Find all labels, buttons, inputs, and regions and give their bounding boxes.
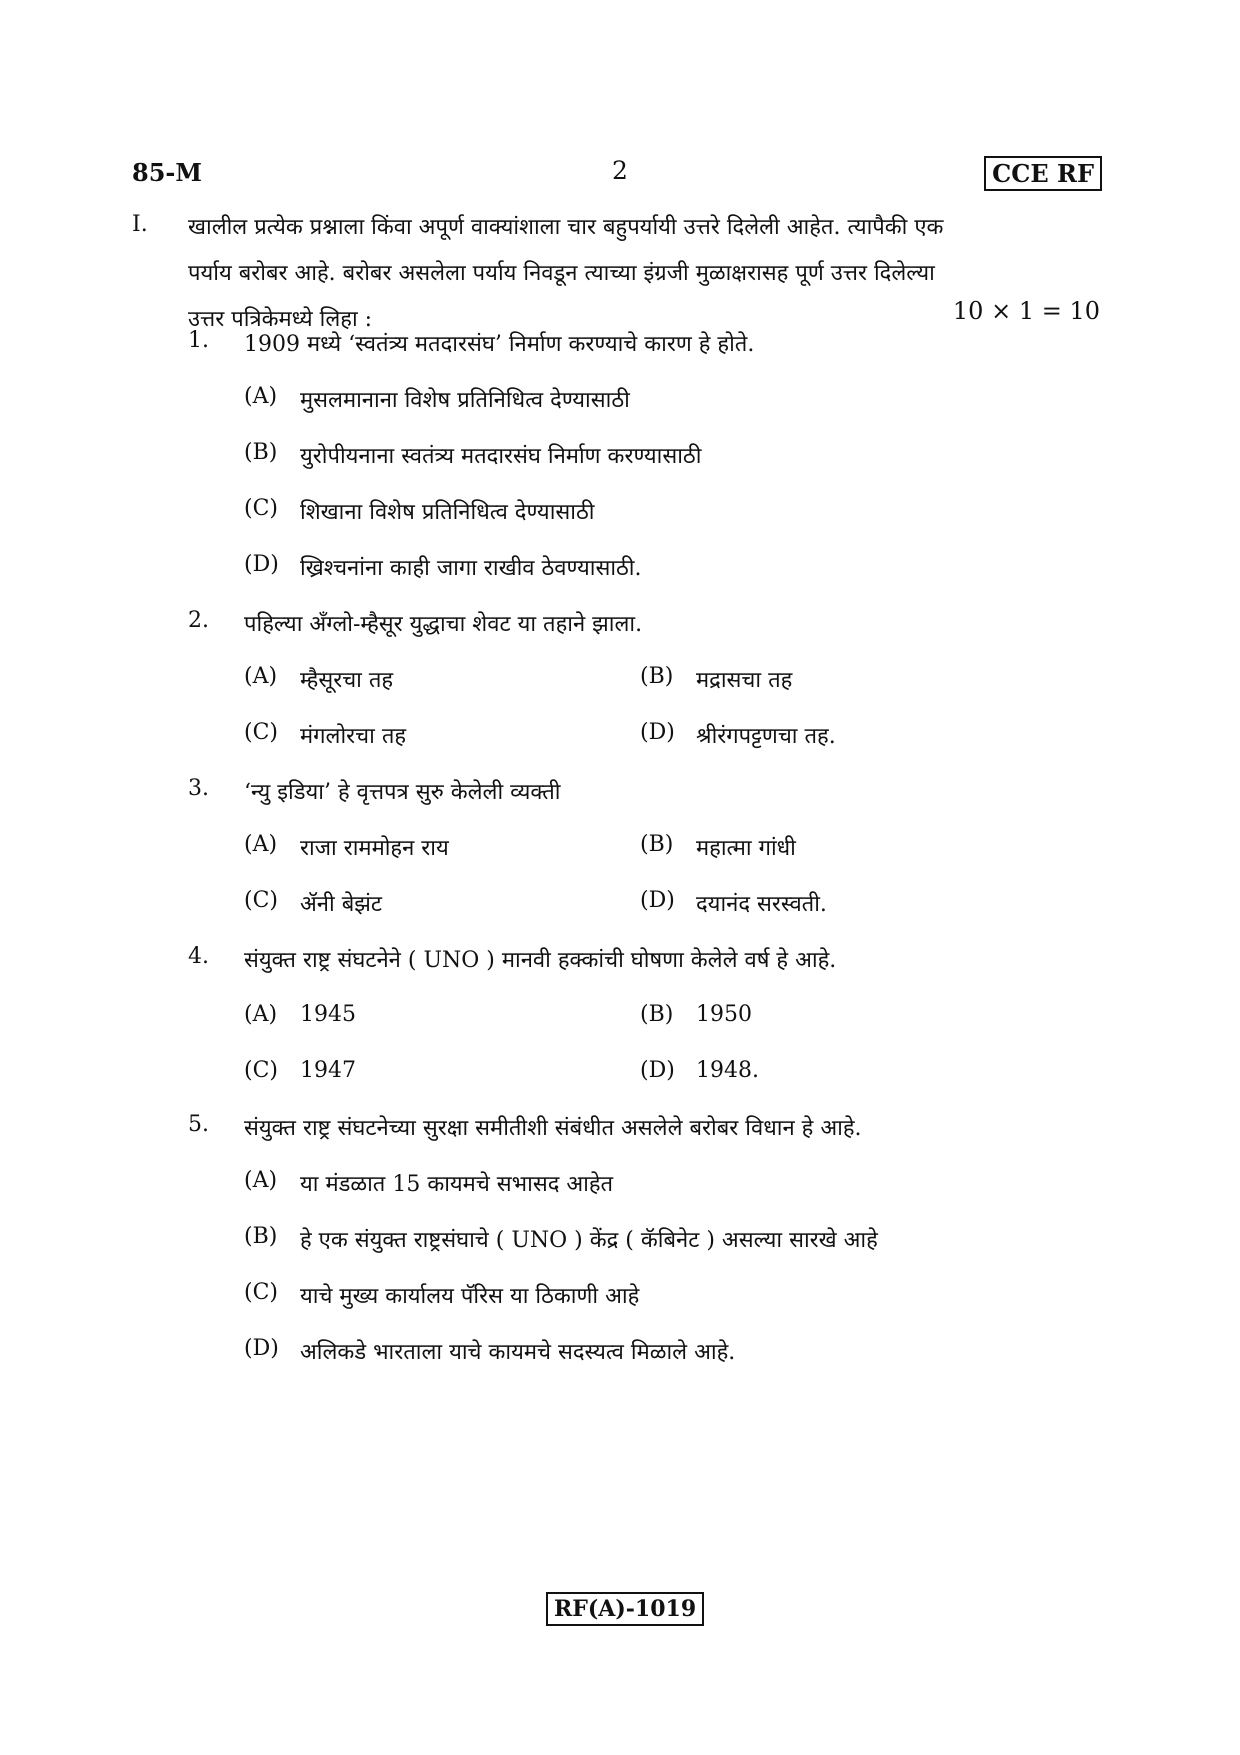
option-label: (D) bbox=[244, 1336, 279, 1361]
option-text: मंगलोरचा तह bbox=[300, 724, 407, 749]
option-label: (A) bbox=[244, 1002, 278, 1027]
option-label: (A) bbox=[244, 384, 278, 409]
option-text: अलिकडे भारताला याचे कायमचे सदस्यत्व मिळाले आहे. bbox=[300, 1340, 736, 1365]
option-text: शिखाना विशेष प्रतिनिधित्व देण्यासाठी bbox=[300, 500, 595, 525]
option-label: (C) bbox=[244, 1058, 278, 1083]
option-text: या मंडळात 15 कायमचे सभासद आहेत bbox=[300, 1172, 614, 1197]
section-marks: 10 × 1 = 10 bbox=[952, 297, 1100, 325]
option-text: श्रीरंगपट्टणचा तह. bbox=[696, 724, 836, 749]
footer-code: RF(A)-1019 bbox=[546, 1592, 704, 1626]
option-label: (D) bbox=[640, 888, 675, 913]
question-number: 2. bbox=[188, 608, 209, 633]
option-label: (D) bbox=[640, 720, 675, 745]
option-label: (C) bbox=[244, 1280, 278, 1305]
option-label: (A) bbox=[244, 664, 278, 689]
question-text: 1909 मध्ये ‘स्वतंत्र्य मतदारसंघ’ निर्माण करण्याचे कारण हे होते. bbox=[244, 332, 755, 357]
option-label: (C) bbox=[244, 496, 278, 521]
option-label: (D) bbox=[640, 1058, 675, 1083]
question-number: 5. bbox=[188, 1112, 209, 1137]
question-text: पहिल्या अँग्लो-म्हैसूर युद्धाचा शेवट या तहाने झाला. bbox=[244, 612, 643, 637]
option-text: ख्रिश्चनांना काही जागा राखीव ठेवण्यासाठी. bbox=[300, 556, 642, 581]
option-label: (B) bbox=[640, 1002, 674, 1027]
option-label: (C) bbox=[244, 720, 278, 745]
question-text: संयुक्त राष्ट्र संघटनेने ( UNO ) मानवी हक्कांची घोषणा केलेले वर्ष हे आहे. bbox=[244, 948, 837, 973]
option-text: दयानंद सरस्वती. bbox=[696, 892, 827, 917]
option-text: राजा राममोहन राय bbox=[300, 836, 449, 861]
option-label: (D) bbox=[244, 552, 279, 577]
instruction-line: उत्तर पत्रिकेमध्ये लिहा : bbox=[188, 307, 373, 332]
option-label: (C) bbox=[244, 888, 278, 913]
option-text: मद्रासचा तह bbox=[696, 668, 793, 693]
paper-code: 85-M bbox=[132, 158, 202, 187]
option-text: मुसलमानाना विशेष प्रतिनिधित्व देण्यासाठी bbox=[300, 388, 630, 413]
option-text: हे एक संयुक्त राष्ट्रसंघाचे ( UNO ) केंद्र ( कॅबिनेट ) असल्या सारखे आहे bbox=[300, 1228, 878, 1253]
option-text: 1945 bbox=[300, 1002, 356, 1027]
option-text: महात्मा गांधी bbox=[696, 836, 796, 861]
question-number: 1. bbox=[188, 328, 209, 353]
page-number: 2 bbox=[612, 156, 628, 185]
question-text: ‘न्यु इडिया’ हे वृत्तपत्र सुरु केलेली व्यक्ती bbox=[244, 780, 561, 805]
option-text: 1950 bbox=[696, 1002, 752, 1027]
question-number: 3. bbox=[188, 776, 209, 801]
option-text: म्हैसूरचा तह bbox=[300, 668, 394, 693]
option-text: ॲनी बेझंट bbox=[300, 892, 382, 917]
option-label: (B) bbox=[244, 440, 278, 465]
section-number: I. bbox=[132, 212, 148, 237]
option-label: (B) bbox=[244, 1224, 278, 1249]
option-label: (A) bbox=[244, 832, 278, 857]
option-label: (B) bbox=[640, 832, 674, 857]
instruction-line: पर्याय बरोबर आहे. बरोबर असलेला पर्याय निवडून त्याच्या इंग्रजी मुळाक्षरासह पूर्ण उत्तर दिलेल्या bbox=[188, 261, 935, 286]
option-text: याचे मुख्य कार्यालय पॅरिस या ठिकाणी आहे bbox=[300, 1284, 640, 1309]
question-number: 4. bbox=[188, 944, 209, 969]
option-label: (A) bbox=[244, 1168, 278, 1193]
instruction-line: खालील प्रत्येक प्रश्नाला किंवा अपूर्ण वाक्यांशाला चार बहुपर्यायी उत्तरे दिलेली आहेत. त्यापैकी एक bbox=[188, 215, 944, 240]
option-text: 1948. bbox=[696, 1058, 759, 1083]
question-text: संयुक्त राष्ट्र संघटनेच्या सुरक्षा समीतीशी संबंधीत असलेले बरोबर विधान हे आहे. bbox=[244, 1116, 862, 1141]
option-text: 1947 bbox=[300, 1058, 356, 1083]
exam-badge: CCE RF bbox=[984, 156, 1102, 191]
option-text: युरोपीयनाना स्वतंत्र्य मतदारसंघ निर्माण करण्यासाठी bbox=[300, 444, 702, 469]
option-label: (B) bbox=[640, 664, 674, 689]
